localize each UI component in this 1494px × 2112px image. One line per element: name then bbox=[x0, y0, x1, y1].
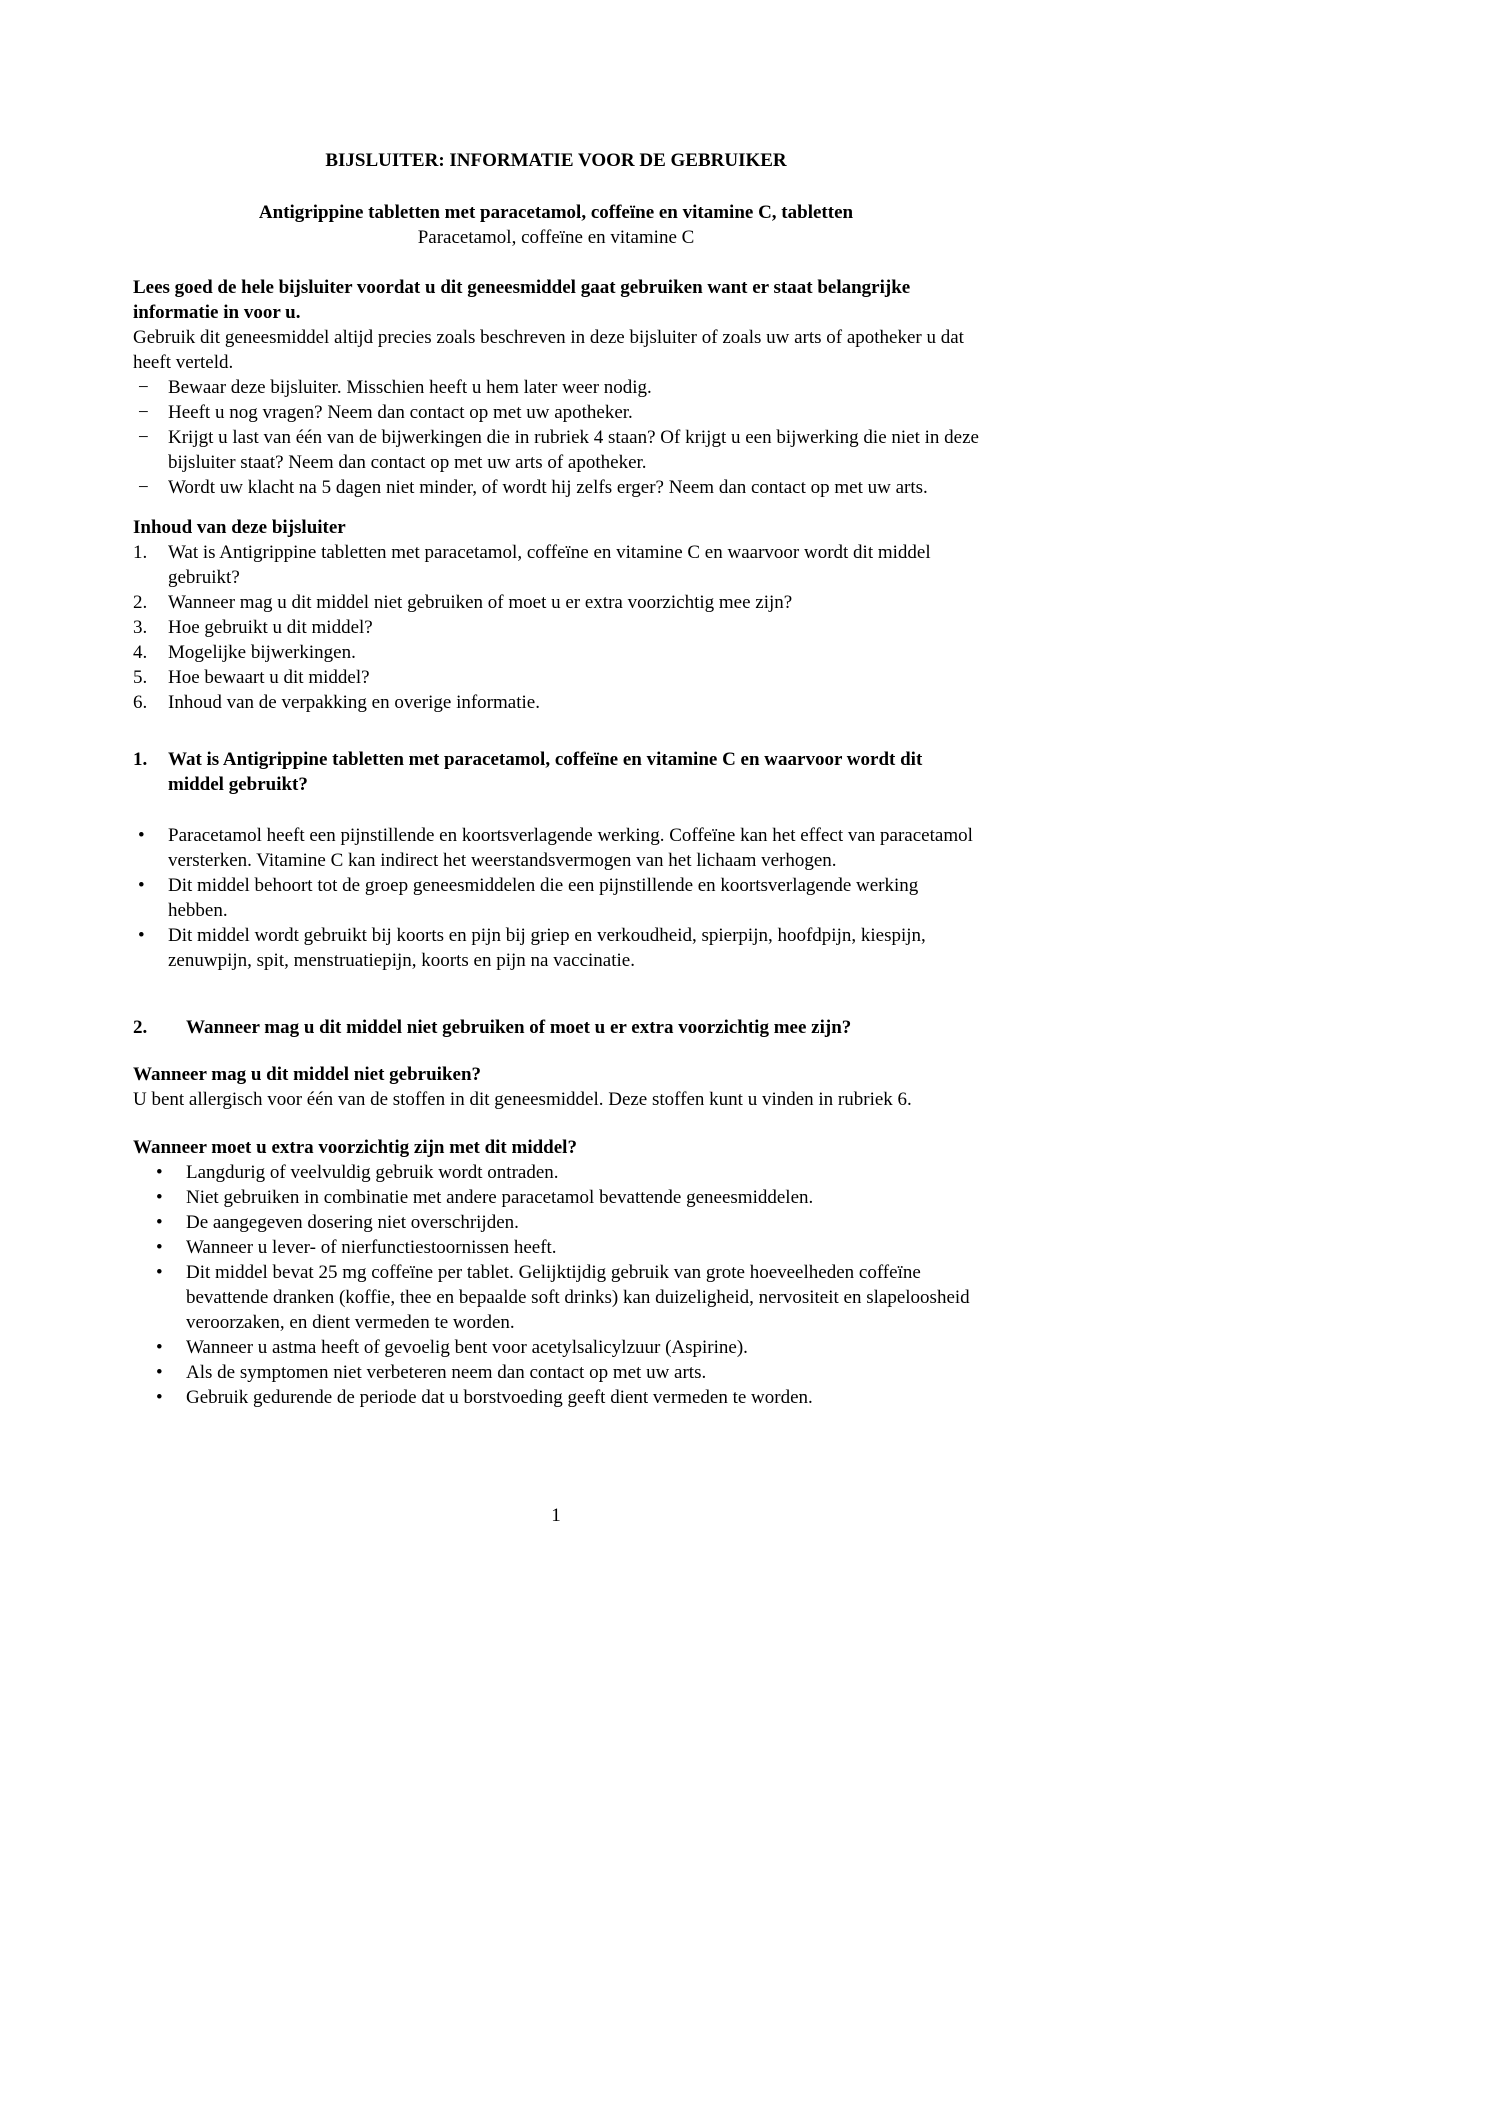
bullet-marker: • bbox=[156, 1262, 163, 1283]
bullet-item bbox=[133, 823, 979, 873]
section-1-bullet-list bbox=[133, 823, 979, 973]
list-item bbox=[133, 400, 979, 425]
toc-block bbox=[133, 515, 979, 715]
bullet-marker: • bbox=[156, 1237, 163, 1258]
bullet-item-text: De aangegeven dosering niet overschrijden. bbox=[186, 1212, 519, 1233]
product-subtitle: Paracetamol, coffeïne en vitamine C bbox=[417, 227, 695, 248]
bullet-item bbox=[133, 873, 979, 923]
section-1-heading bbox=[133, 747, 979, 797]
lead-paragraph: Lees goed de hele bijsluiter voordat u dit geneesmiddel gaat gebruiken want er staat belangrijke informatie in voor u. bbox=[133, 277, 911, 323]
toc-item-text: Hoe gebruikt u dit middel? bbox=[168, 617, 373, 638]
bullet-marker: • bbox=[156, 1387, 163, 1408]
section-number: 1. bbox=[133, 749, 148, 770]
toc-item bbox=[133, 640, 979, 665]
bullet-marker: • bbox=[138, 925, 145, 946]
bullet-item-text: Als de symptomen niet verbeteren neem dan contact op met uw arts. bbox=[186, 1362, 707, 1383]
bullet-item bbox=[151, 1160, 979, 1185]
toc-item-text: Hoe bewaart u dit middel? bbox=[168, 667, 370, 688]
dash-marker: − bbox=[138, 477, 149, 498]
list-item-text: Bewaar deze bijsluiter. Misschien heeft u hem later weer nodig. bbox=[168, 377, 652, 398]
section-2-bullet-list bbox=[151, 1160, 979, 1410]
toc-item-text: Mogelijke bijwerkingen. bbox=[168, 642, 356, 663]
list-item bbox=[133, 375, 979, 400]
product-title: Antigrippine tabletten met paracetamol, coffeïne en vitamine C, tabletten bbox=[258, 202, 854, 223]
bullet-marker: • bbox=[156, 1162, 163, 1183]
bullet-item bbox=[151, 1360, 979, 1385]
toc-list bbox=[133, 540, 979, 715]
bullet-item-text: Niet gebruiken in combinatie met andere paracetamol bevattende geneesmiddelen. bbox=[186, 1187, 814, 1208]
bullet-item bbox=[151, 1210, 979, 1235]
leaflet-content bbox=[133, 148, 979, 1410]
subsection-text-not-use: U bent allergisch voor één van de stoffen in dit geneesmiddel. Deze stoffen kunt u vinden in rubriek 6. bbox=[133, 1089, 912, 1110]
item-number: 5. bbox=[133, 667, 148, 688]
toc-item bbox=[133, 690, 979, 715]
list-item-text: Wordt uw klacht na 5 dagen niet minder, of wordt hij zelfs erger? Neem dan contact op met uw arts. bbox=[168, 477, 928, 498]
dash-marker: − bbox=[138, 377, 149, 398]
bullet-item-text: Gebruik gedurende de periode dat u borstvoeding geeft dient vermeden te worden. bbox=[186, 1387, 813, 1408]
bullet-item-text: Dit middel bevat 25 mg coffeïne per tablet. Gelijktijdig gebruik van grote hoeveelheden coffeïne bevattende dranken (koffie, thee en bepaalde soft drinks) kan duizeligheid, nervositeit en slapeloosheid veroorzaken, en dient vermeden te worden. bbox=[186, 1262, 970, 1333]
bullet-marker: • bbox=[156, 1187, 163, 1208]
toc-item-text: Wanneer mag u dit middel niet gebruiken of moet u er extra voorzichtig mee zijn? bbox=[168, 592, 793, 613]
bullet-marker: • bbox=[156, 1337, 163, 1358]
dash-marker: − bbox=[138, 427, 149, 448]
bullet-marker: • bbox=[138, 875, 145, 896]
item-number: 4. bbox=[133, 642, 148, 663]
item-number: 2. bbox=[133, 592, 148, 613]
dash-marker: − bbox=[138, 402, 149, 423]
toc-heading: Inhoud van deze bijsluiter bbox=[133, 517, 346, 538]
section-number: 2. bbox=[133, 1017, 148, 1038]
section-2-heading bbox=[133, 1015, 979, 1040]
list-item bbox=[133, 425, 979, 475]
title-block bbox=[133, 148, 979, 173]
toc-item bbox=[133, 590, 979, 615]
bullet-item bbox=[133, 923, 979, 973]
toc-item bbox=[133, 665, 979, 690]
bullet-item-text: Wanneer u lever- of nierfunctiestoornissen heeft. bbox=[186, 1237, 557, 1258]
bullet-marker: • bbox=[156, 1362, 163, 1383]
toc-item-text: Inhoud van de verpakking en overige informatie. bbox=[168, 692, 540, 713]
bullet-item-text: Dit middel wordt gebruikt bij koorts en pijn bij griep en verkoudheid, spierpijn, hoofdpijn, kiespijn, zenuwpijn, spit, menstruatiepijn, koorts en pijn na vaccinatie. bbox=[168, 925, 926, 971]
page-number: 1 bbox=[551, 1505, 561, 1526]
section-heading-text: Wat is Antigrippine tabletten met paracetamol, coffeïne en vitamine C en waarvoor wordt dit middel gebruikt? bbox=[168, 749, 923, 795]
bullet-item-text: Langdurig of veelvuldig gebruik wordt ontraden. bbox=[186, 1162, 559, 1183]
subsection-heading-careful: Wanneer moet u extra voorzichtig zijn met dit middel? bbox=[133, 1137, 577, 1158]
bullet-item bbox=[151, 1385, 979, 1410]
bullet-marker: • bbox=[138, 825, 145, 846]
toc-item bbox=[133, 540, 979, 590]
section-heading-text: Wanneer mag u dit middel niet gebruiken of moet u er extra voorzichtig mee zijn? bbox=[186, 1017, 852, 1038]
subsection-heading-not-use: Wanneer mag u dit middel niet gebruiken? bbox=[133, 1064, 482, 1085]
bullet-item bbox=[151, 1185, 979, 1210]
document-title: BIJSLUITER: INFORMATIE VOOR DE GEBRUIKER bbox=[325, 150, 787, 171]
bullet-marker: • bbox=[156, 1212, 163, 1233]
list-item bbox=[133, 475, 979, 500]
toc-item-text: Wat is Antigrippine tabletten met paracetamol, coffeïne en vitamine C en waarvoor wordt dit middel gebruikt? bbox=[168, 542, 931, 588]
bullet-item bbox=[151, 1335, 979, 1360]
item-number: 3. bbox=[133, 617, 148, 638]
toc-item bbox=[133, 615, 979, 640]
item-number: 1. bbox=[133, 542, 148, 563]
list-item-text: Krijgt u last van één van de bijwerkingen die in rubriek 4 staan? Of krijgt u een bijwerking die niet in deze bijsluiter staat? Neem dan contact op met uw arts of apotheker. bbox=[168, 427, 979, 473]
bullet-item bbox=[151, 1260, 979, 1335]
item-number: 6. bbox=[133, 692, 148, 713]
bullet-item-text: Dit middel behoort tot de groep geneesmiddelen die een pijnstillende en koortsverlagende werking hebben. bbox=[168, 875, 919, 921]
bullet-item-text: Wanneer u astma heeft of gevoelig bent voor acetylsalicylzuur (Aspirine). bbox=[186, 1337, 748, 1358]
bullet-item bbox=[151, 1235, 979, 1260]
dash-list bbox=[133, 375, 979, 500]
list-item-text: Heeft u nog vragen? Neem dan contact op met uw apotheker. bbox=[168, 402, 633, 423]
bullet-item-text: Paracetamol heeft een pijnstillende en koortsverlagende werking. Coffeïne kan het effect van paracetamol versterken. Vitamine C kan indirect het weerstandsvermogen van het lichaam verhogen. bbox=[168, 825, 973, 871]
intro-paragraph: Gebruik dit geneesmiddel altijd precies zoals beschreven in deze bijsluiter of zoals uw arts of apotheker u dat heeft verteld. bbox=[133, 327, 964, 373]
